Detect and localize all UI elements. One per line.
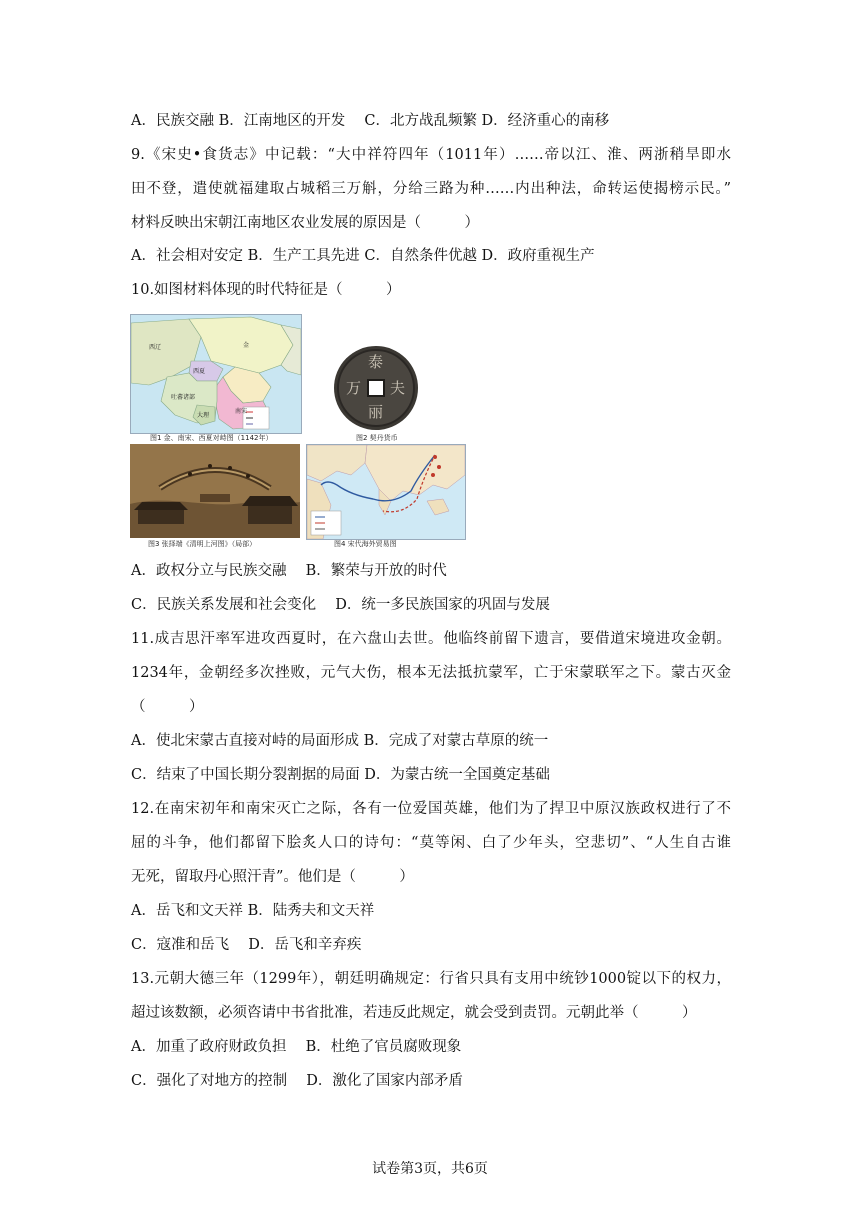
figure-2-caption: 图2 契丹货币 [356, 434, 398, 442]
q13-stem-line-2: 超过该数额，必须咨请中书省批准，若违反此规定，就会受到责罚。元朝此举（ ） [131, 1005, 697, 1021]
q9-stem-line-3: 材料反映出宋朝江南地区农业发展的原因是（ ） [131, 215, 479, 231]
map-jin-song-xia [130, 314, 302, 434]
q13-options-line-2: C．强化了对地方的控制 D．激化了国家内部矛盾 [131, 1073, 463, 1089]
q13-stem-line-1: 13.元朝大德三年（1299年），朝廷明确规定：行省只具有支用中统钞1000锭以下的权力， [131, 971, 731, 987]
q11-options-line-1: A．使北宋蒙古直接对峙的局面形成 B．完成了对蒙古草原的统一 [131, 733, 549, 749]
q10-figure [130, 314, 464, 550]
q13-options-line-1: A．加重了政府财政负担 B．杜绝了官员腐败现象 [131, 1039, 462, 1055]
map-label-dali: 大理 [197, 412, 210, 419]
coin-char-bottom: 丽 [368, 403, 384, 421]
qingming-painting [130, 444, 300, 538]
figure-1-caption: 图1 金、南宋、西夏对峙图（1142年） [150, 434, 273, 442]
q12-stem-line-3: 无死，留取丹心照汗青”。他们是（ ） [131, 869, 414, 885]
q12-stem-line-1: 12.在南宋初年和南宋灭亡之际，各有一位爱国英雄，他们为了捍卫中原汉族政权进行了不 [131, 801, 731, 817]
map-jin-song-xia-drawing [131, 315, 301, 433]
q10-stem: 10.如图材料体现的时代特征是（ ） [131, 282, 401, 298]
q8-options: A．民族交融 B．江南地区的开发 C．北方战乱频繁 D．经济重心的南移 [131, 113, 610, 129]
song-trade-map-drawing [307, 445, 465, 539]
q11-stem-line-3: （ ） [131, 699, 204, 715]
song-trade-map [306, 444, 466, 540]
map-label-tubo: 吐蕃诸部 [171, 394, 196, 401]
khitan-coin [332, 344, 420, 432]
q9-options: A．社会相对安定 B．生产工具先进 C．自然条件优越 D．政府重视生产 [131, 248, 595, 264]
map-label-jin: 金 [243, 342, 250, 349]
page-footer: 试卷第3页，共6页 [372, 1161, 488, 1177]
map-label-western-liao: 西辽 [149, 344, 162, 351]
q12-options-line-2: C．寇准和岳飞 D．岳飞和辛弃疾 [131, 937, 362, 953]
q12-stem-line-2: 屈的斗争，他们都留下脍炙人口的诗句：“莫等闲、白了少年头，空悲切”、“人生自古谁 [131, 835, 731, 851]
coin-char-left: 万 [346, 379, 362, 397]
figure-4-caption: 图4 宋代海外贸易图 [334, 540, 397, 548]
q10-options-line-1: A．政权分立与民族交融 B．繁荣与开放的时代 [131, 563, 447, 579]
q11-stem-line-1: 11.成吉思汗率军进攻西夏时，在六盘山去世。他临终前留下遗言，要借道宋境进攻金朝。 [131, 631, 731, 647]
q9-stem-line-1: 9.《宋史•食货志》中记载：“大中祥符四年（1011年）……帝以江、淮、两浙稍旱即水 [131, 147, 731, 163]
q10-options-line-2: C．民族关系发展和社会变化 D．统一多民族国家的巩固与发展 [131, 597, 550, 613]
q9-stem-line-2: 田不登，遣使就福建取占城稻三万斛，分给三路为种……内出种法，命转运使揭榜示民。” [131, 181, 731, 197]
qingming-painting-drawing [130, 444, 300, 538]
q12-options-line-1: A．岳飞和文天祥 B．陆秀夫和文天祥 [131, 903, 375, 919]
coin-char-top: 泰 [368, 353, 384, 371]
map-label-western-xia: 西夏 [193, 368, 206, 375]
map-label-southern-song: 南宋 [235, 408, 248, 415]
figure-3-caption: 图3 张择端《清明上河图》（局部） [148, 540, 257, 548]
coin-char-right: 夫 [390, 379, 406, 397]
q11-stem-line-2: 1234年，金朝经多次挫败，元气大伤，根本无法抵抗蒙军，亡于宋蒙联军之下。蒙古灭金 [131, 665, 731, 681]
q11-options-line-2: C．结束了中国长期分裂割据的局面 D．为蒙古统一全国奠定基础 [131, 767, 550, 783]
